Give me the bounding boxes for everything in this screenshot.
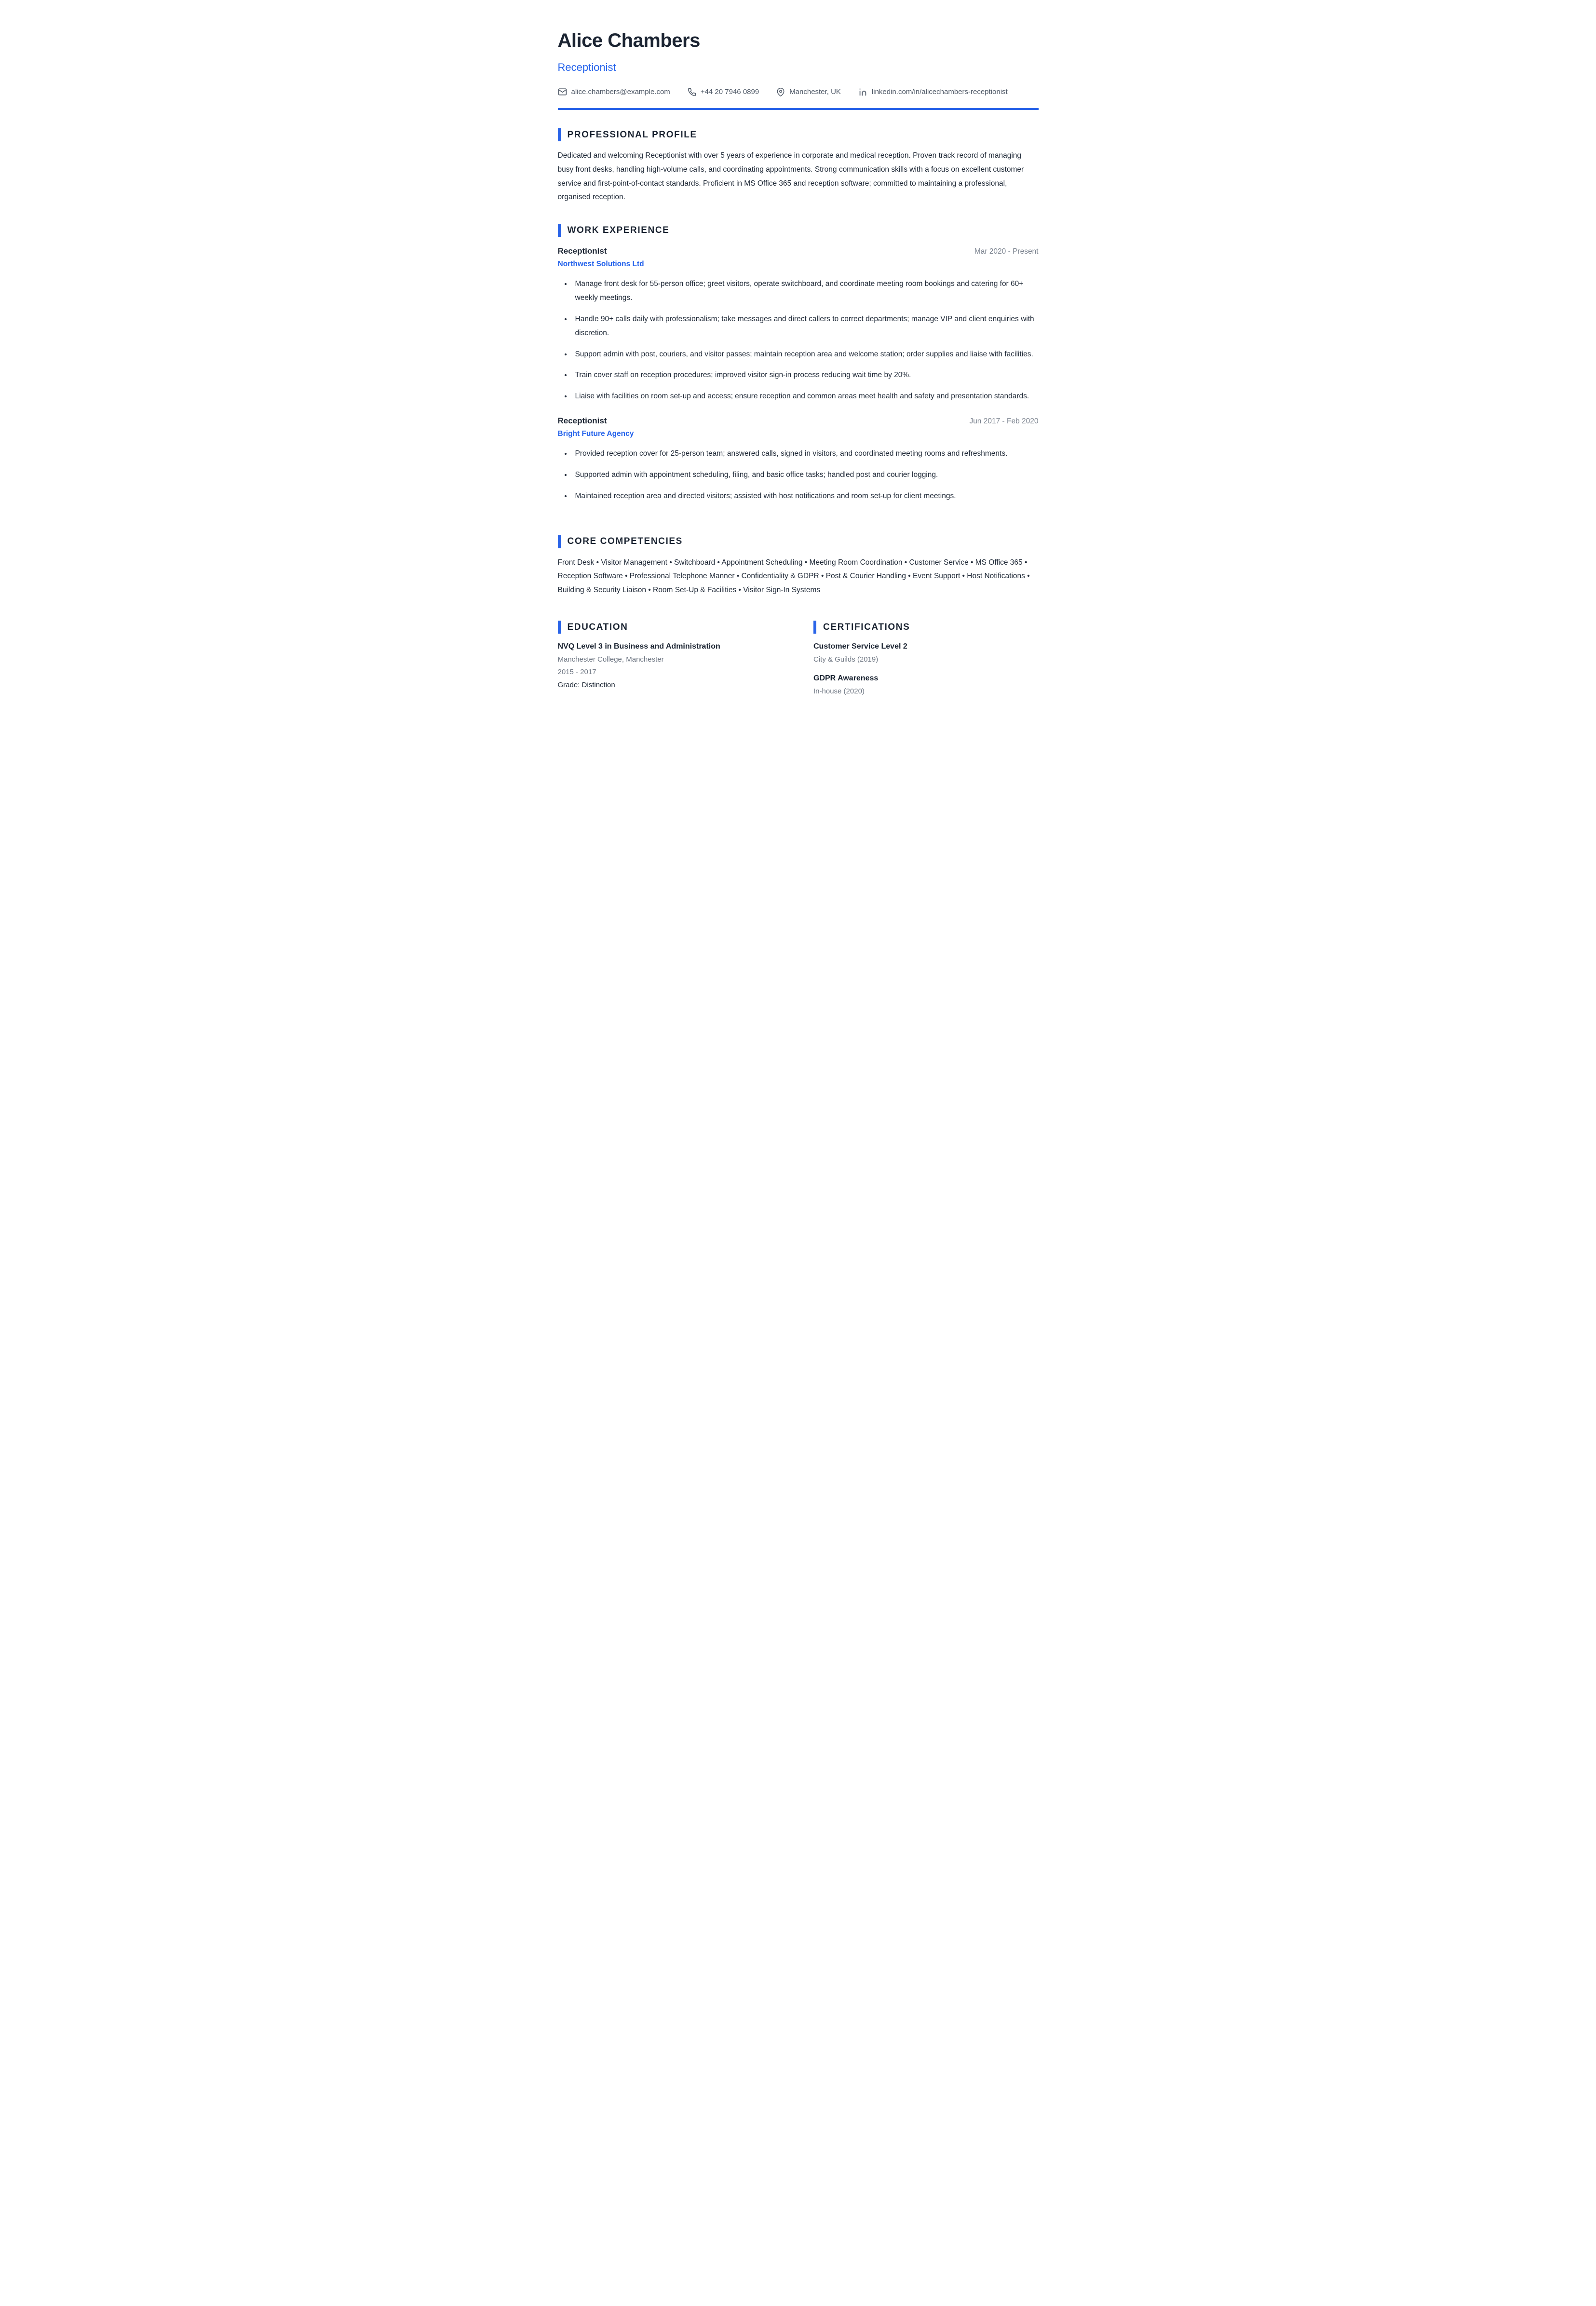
certifications-heading-label: CERTIFICATIONS <box>823 622 910 632</box>
section-core-competencies <box>558 535 1039 597</box>
job-dates: Mar 2020 - Present <box>974 247 1039 256</box>
education-certifications-columns <box>558 621 1039 695</box>
section-accent-bar <box>558 128 561 141</box>
contact-email-text[interactable]: alice.chambers@example.com <box>571 88 670 96</box>
education-heading-label: EDUCATION <box>567 622 628 632</box>
competencies-heading-label: CORE COMPETENCIES <box>567 536 683 547</box>
job-role: Receptionist <box>557 246 607 256</box>
section-work-experience <box>558 224 1039 503</box>
person-name: Alice Chambers <box>557 30 700 51</box>
job-bullet: • Liaise with facilities on room set-up and access; ensure reception and common areas meet health and safety and presentation standards. <box>572 390 1039 404</box>
email-icon <box>558 87 567 96</box>
contact-linkedin-text[interactable]: linkedin.com/in/alicechambers-receptionist <box>871 88 1008 96</box>
person-job-title: Receptionist <box>557 61 616 73</box>
certification-item <box>813 674 1039 695</box>
section-accent-bar <box>558 535 561 548</box>
section-accent-bar <box>813 621 816 634</box>
education-degree: NVQ Level 3 in Business and Administration <box>557 642 720 651</box>
header-divider <box>558 108 1039 110</box>
education-section-heading <box>558 621 783 634</box>
contact-linkedin <box>858 87 1008 96</box>
competencies-paragraph: Front Desk • Visitor Management • Switchboard • Appointment Scheduling • Meeting Room Coordination • Customer Service • MS Office 365 • Reception Software • Professional Telephone Manner • Confidentiality & GDPR • Post & Courier Handling • Event Support • Host Notifications • Building & Security Liaison • Room Set-Up & Facilities • Visitor Sign-In Systems <box>557 558 1030 595</box>
job-bullet: • Maintained reception area and directed visitors; assisted with host notifications and room set-up for client meetings. <box>572 489 1039 503</box>
section-accent-bar <box>558 224 561 237</box>
job-bullet: • Manage front desk for 55-person office; greet visitors, operate switchboard, and coordinate meeting room bookings and catering for 60+ weekly meetings. <box>572 277 1039 305</box>
certification-issuer: In-house (2020) <box>813 687 865 696</box>
resume-header <box>558 30 1039 110</box>
job-bullet: • Handle 90+ calls daily with professionalism; take messages and direct callers to correct departments; manage VIP and client enquiries with discretion. <box>572 312 1039 340</box>
location-pin-icon <box>776 88 785 96</box>
education-school: Manchester College, Manchester <box>557 655 664 664</box>
certification-name: GDPR Awareness <box>813 674 879 683</box>
phone-icon <box>688 88 696 96</box>
job-dates: Jun 2017 - Feb 2020 <box>969 417 1039 426</box>
job-bullet-list <box>558 447 1039 503</box>
section-education <box>558 621 783 695</box>
contact-row <box>558 87 1039 96</box>
job-company: Northwest Solutions Ltd <box>557 260 644 269</box>
contact-location <box>776 88 841 96</box>
job-entry <box>558 246 1039 404</box>
job-header <box>558 416 1039 426</box>
job-role: Receptionist <box>557 416 607 426</box>
experience-heading-label: WORK EXPERIENCE <box>567 225 670 235</box>
section-professional-profile <box>558 128 1039 204</box>
job-bullet: • Supported admin with appointment scheduling, filing, and basic office tasks; handled post and courier logging. <box>572 468 1039 482</box>
job-company: Bright Future Agency <box>557 430 634 438</box>
certifications-section-heading <box>813 621 1039 634</box>
section-certifications <box>813 621 1039 695</box>
contact-email <box>558 87 670 96</box>
job-header <box>558 246 1039 256</box>
section-accent-bar <box>558 621 561 634</box>
education-grade: Grade: Distinction <box>557 681 615 690</box>
experience-section-heading <box>558 224 1039 237</box>
contact-phone-text: +44 20 7946 0899 <box>700 88 759 96</box>
certification-item <box>813 642 1039 664</box>
job-bullet: • Provided reception cover for 25-person team; answered calls, signed in visitors, and coordinated meeting rooms and refreshments. <box>572 447 1039 461</box>
profile-section-heading <box>558 128 1039 141</box>
job-bullet: • Support admin with post, couriers, and visitor passes; maintain reception area and welcome station; order supplies and liaise with facilities. <box>572 348 1039 362</box>
resume-page <box>532 0 1064 769</box>
job-entry <box>558 416 1039 503</box>
contact-phone <box>688 88 759 96</box>
contact-location-text: Manchester, UK <box>789 88 841 96</box>
certification-issuer: City & Guilds (2019) <box>813 655 879 664</box>
job-bullet-list <box>558 277 1039 404</box>
education-dates: 2015 - 2017 <box>557 668 596 677</box>
profile-heading-label: PROFESSIONAL PROFILE <box>567 129 697 140</box>
job-bullet: • Train cover staff on reception procedures; improved visitor sign-in process reducing wait time by 20%. <box>572 368 1039 382</box>
linkedin-icon <box>858 87 867 96</box>
profile-paragraph: Dedicated and welcoming Receptionist with over 5 years of experience in corporate and medical reception. Proven track record of managing busy front desks, handling high-volume calls, and coordinating appointments. Strong communication skills with a focus on excellent customer service and first-point-of-contact standards. Proficient in MS Office 365 and reception software; committed to maintaining a professional, organised reception. <box>557 151 1024 202</box>
certification-name: Customer Service Level 2 <box>813 642 907 651</box>
competencies-section-heading <box>558 535 1039 548</box>
